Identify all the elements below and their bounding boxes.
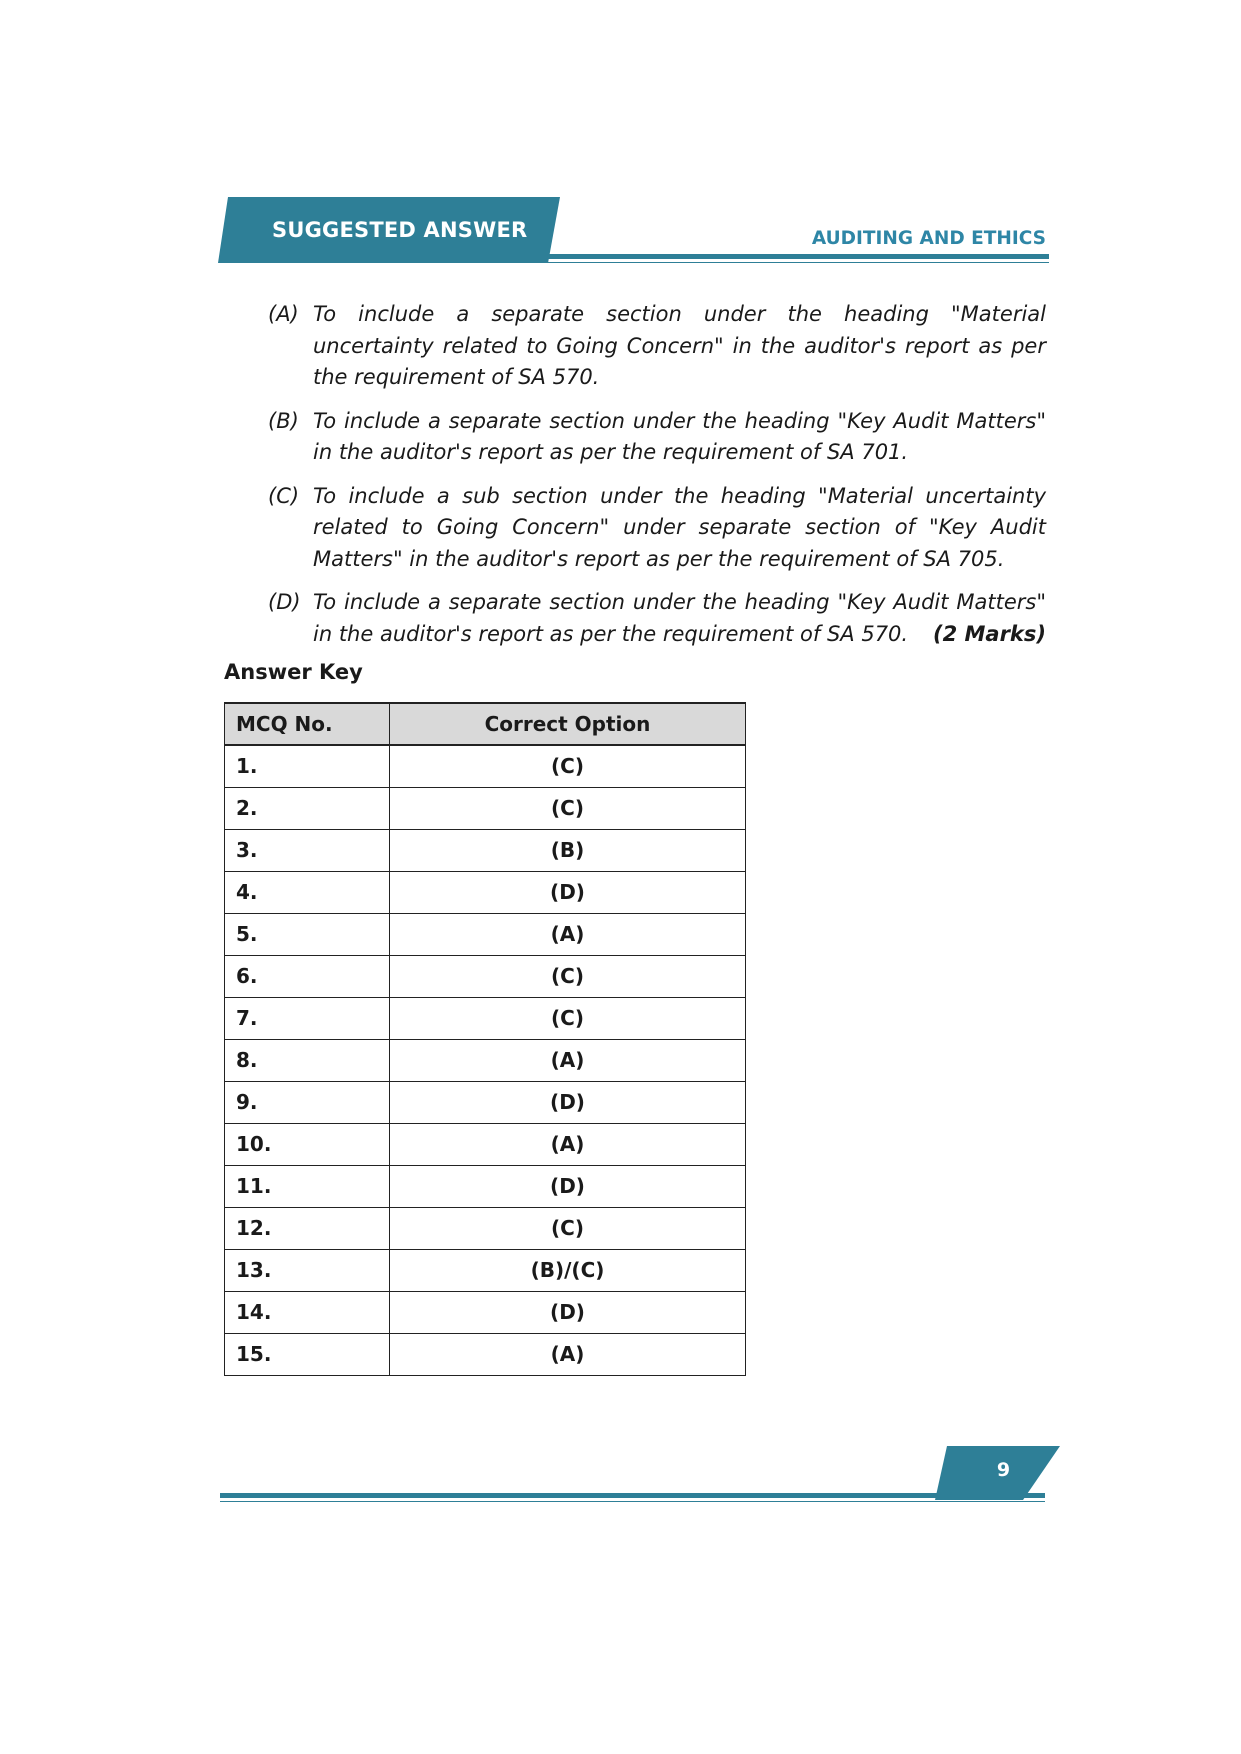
marks-label: (2 Marks) — [932, 621, 1046, 646]
table-row — [225, 997, 746, 1039]
table-row — [225, 829, 746, 871]
mcq-number: 14. — [225, 1291, 390, 1333]
mcq-number: 15. — [225, 1333, 390, 1375]
mcq-number: 2. — [225, 787, 390, 829]
mcq-number: 4. — [225, 871, 390, 913]
table-row — [225, 871, 746, 913]
mcq-number: 13. — [225, 1249, 390, 1291]
option-text: To include a separate section under the heading "Material uncertainty related to Going Concern" in the auditor's report as per the requirement of SA 570. — [313, 302, 1046, 389]
mcq-number: 6. — [225, 955, 390, 997]
option-letter: (C) — [268, 483, 300, 508]
correct-option: (B) — [390, 829, 746, 871]
option-letter: (A) — [268, 302, 299, 326]
correct-option: (A) — [390, 913, 746, 955]
correct-option: (D) — [390, 1081, 746, 1123]
options-list — [268, 299, 1046, 662]
mcq-number: 7. — [225, 997, 390, 1039]
correct-option: (C) — [390, 955, 746, 997]
option-text: To include a sub section under the heading "Material uncertainty related to Going Concern" under separate section of "Key Audit Matters" in the auditor's report as per the requirement of SA 705. — [313, 483, 1046, 571]
mcq-number: 10. — [225, 1123, 390, 1165]
table-row — [225, 1165, 746, 1207]
table-row — [225, 1123, 746, 1165]
table-row — [225, 1081, 746, 1123]
mcq-number: 3. — [225, 829, 390, 871]
page-number: 9 — [996, 1459, 1011, 1481]
option-letter: (B) — [268, 408, 299, 433]
correct-option: (A) — [390, 1333, 746, 1375]
column-header-mcq-no: MCQ No. — [225, 703, 390, 745]
correct-option: (D) — [390, 1165, 746, 1207]
mcq-number: 9. — [225, 1081, 390, 1123]
mcq-number: 5. — [225, 913, 390, 955]
table-row — [225, 745, 746, 787]
table-row — [225, 1249, 746, 1291]
option-b — [268, 406, 1046, 469]
option-text: To include a separate section under the heading "Key Audit Matters" in the auditor's report as per the requirement of SA 570. — [313, 590, 1046, 646]
table-row — [225, 787, 746, 829]
header-rule — [545, 254, 1049, 259]
correct-option: (D) — [390, 871, 746, 913]
answer-key-table — [224, 702, 746, 1376]
correct-option: (A) — [390, 1123, 746, 1165]
option-a — [268, 299, 1046, 394]
table-row — [225, 1333, 746, 1375]
answer-key-title: Answer Key — [224, 660, 363, 684]
option-text-wrap — [313, 587, 1046, 650]
column-header-correct-option: Correct Option — [390, 703, 746, 745]
mcq-number: 8. — [225, 1039, 390, 1081]
option-c — [268, 481, 1046, 576]
footer-rule — [220, 1493, 1045, 1498]
mcq-number: 12. — [225, 1207, 390, 1249]
mcq-number: 1. — [225, 745, 390, 787]
table-row — [225, 913, 746, 955]
table-row — [225, 955, 746, 997]
correct-option: (C) — [390, 787, 746, 829]
header-subject-title: AUDITING AND ETHICS — [811, 228, 1046, 249]
footer-rule-thin — [220, 1501, 1045, 1502]
option-letter: (D) — [268, 590, 301, 614]
correct-option: (C) — [390, 1207, 746, 1249]
mcq-number: 11. — [225, 1165, 390, 1207]
correct-option: (C) — [390, 745, 746, 787]
table-row — [225, 1291, 746, 1333]
header-tab-label: SUGGESTED ANSWER — [272, 218, 528, 242]
table-row — [225, 1039, 746, 1081]
table-row — [225, 1207, 746, 1249]
option-text: To include a separate section under the heading "Key Audit Matters" in the auditor's report as per the requirement of SA 701. — [313, 408, 1046, 464]
correct-option: (B)/(C) — [390, 1249, 746, 1291]
correct-option: (C) — [390, 997, 746, 1039]
option-d — [268, 587, 1046, 650]
table-header-row — [225, 703, 746, 745]
header-rule-thin — [545, 262, 1049, 263]
correct-option: (A) — [390, 1039, 746, 1081]
correct-option: (D) — [390, 1291, 746, 1333]
